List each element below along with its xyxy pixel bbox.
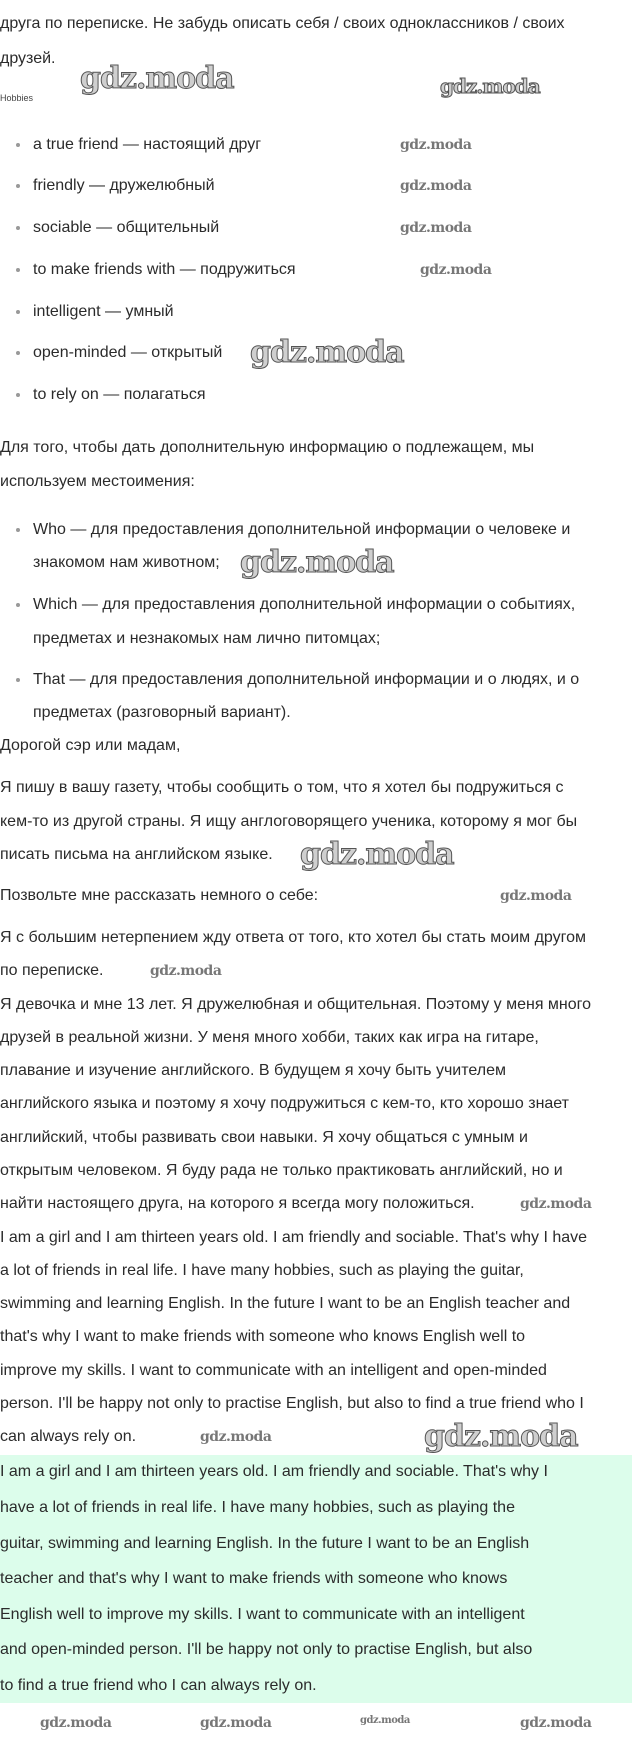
pronoun-item: предметах и незнакомых нам лично питомцах; xyxy=(33,630,381,647)
bullet-icon xyxy=(16,143,20,147)
watermark-logo: gdz.moda xyxy=(400,220,472,236)
letter-english-paragraph: improve my skills. I want to communicate with an intelligent and open-minded xyxy=(0,1362,547,1379)
watermark-logo: gdz.moda xyxy=(250,335,404,370)
watermark-logo: gdz.moda xyxy=(420,262,492,278)
vocabulary-item: intelligent — умный xyxy=(33,303,174,320)
answer-text: English well to improve my skills. I want to communicate with an intelligent xyxy=(0,1606,525,1623)
letter-paragraph: английский, чтобы развивать свои навыки. Я хочу общаться с умным и xyxy=(0,1129,528,1146)
pronoun-item: That — для предоставления дополнительной информации и о людях, и о xyxy=(33,671,580,688)
pronoun-item: Which — для предоставления дополнительной информации о событиях, xyxy=(33,596,576,613)
watermark-logo: gdz.moda xyxy=(520,1196,592,1212)
vocabulary-item: a true friend — настоящий друг xyxy=(33,136,262,153)
letter-english-paragraph: person. I'll be happy not only to practise English, but also to find a true friend who I xyxy=(0,1395,584,1412)
watermark-logo: gdz.moda xyxy=(40,1715,112,1731)
letter-paragraph: Я пишу в вашу газету, чтобы сообщить о том, что я хотел бы подружиться с xyxy=(0,779,564,796)
letter-english-paragraph: that's why I want to make friends with someone who knows English well to xyxy=(0,1328,526,1345)
watermark-logo: gdz.moda xyxy=(400,137,472,153)
bullet-icon xyxy=(16,226,20,230)
answer-text: I am a girl and I am thirteen years old. I am friendly and sociable. That's why I xyxy=(0,1463,548,1480)
watermark-logo: gdz.moda xyxy=(440,74,540,98)
pronouns-intro: используем местоимения: xyxy=(0,473,195,490)
letter-paragraph: Я девочка и мне 13 лет. Я дружелюбная и общительная. Поэтому у меня много xyxy=(0,996,592,1013)
vocabulary-item: open-minded — открытый xyxy=(33,344,223,361)
letter-english-paragraph: I am a girl and I am thirteen years old. I am friendly and sociable. That's why I have xyxy=(0,1229,588,1246)
watermark-logo: gdz.moda xyxy=(360,1715,410,1726)
letter-paragraph: найти настоящего друга, на которого я всегда могу положиться. xyxy=(0,1195,475,1212)
pronouns-intro: Для того, чтобы дать дополнительную информацию о подлежащем, мы xyxy=(0,439,535,456)
watermark-logo: gdz.moda xyxy=(400,178,472,194)
watermark-logo: gdz.moda xyxy=(424,1419,578,1454)
letter-english-paragraph: a lot of friends in real life. I have many hobbies, such as playing the guitar, xyxy=(0,1262,524,1279)
watermark-logo: gdz.moda xyxy=(150,963,222,979)
watermark-logo: gdz.moda xyxy=(240,545,394,580)
bullet-icon xyxy=(16,603,20,607)
pronoun-item: Who — для предоставления дополнительной информации о человеке и xyxy=(33,521,571,538)
answer-text: guitar, swimming and learning English. In the future I want to be an English xyxy=(0,1535,530,1552)
letter-paragraph: по переписке. xyxy=(0,962,104,979)
letter-paragraph: кем-то из другой страны. Я ищу англоговорящего ученика, которому я мог бы xyxy=(0,813,578,830)
letter-paragraph: английского языка и поэтому я хочу подружиться с кем-то, кто хорошо знает xyxy=(0,1095,569,1112)
answer-text: have a lot of friends in real life. I have many hobbies, such as playing the xyxy=(0,1499,515,1516)
bullet-icon xyxy=(16,678,20,682)
pronoun-item: предметах (разговорный вариант). xyxy=(33,704,291,721)
letter-paragraph: Позвольте мне рассказать немного о себе: xyxy=(0,887,319,904)
watermark-logo: gdz.moda xyxy=(500,888,572,904)
letter-paragraph: Я с большим нетерпением жду ответа от того, кто хотел бы стать моим другом xyxy=(0,929,587,946)
vocabulary-item: to make friends with — подружиться xyxy=(33,261,296,278)
vocabulary-item: sociable — общительный xyxy=(33,219,220,236)
intro-text: друзей. xyxy=(0,50,56,67)
answer-text: teacher and that's why I want to make friends with someone who knows xyxy=(0,1570,508,1587)
letter-paragraph: друзей в реальной жизни. У меня много хобби, таких как игра на гитаре, xyxy=(0,1029,539,1046)
letter-paragraph: плавание и изучение английского. В будущем я хочу быть учителем xyxy=(0,1062,506,1079)
bullet-icon xyxy=(16,310,20,314)
vocabulary-item: friendly — дружелюбный xyxy=(33,177,215,194)
letter-greeting: Дорогой сэр или мадам, xyxy=(0,737,181,754)
bullet-icon xyxy=(16,184,20,188)
letter-paragraph: писать письма на английском языке. xyxy=(0,846,273,863)
letter-english-paragraph: can always rely on. xyxy=(0,1428,137,1445)
watermark-logo: gdz.moda xyxy=(80,61,234,96)
bullet-icon xyxy=(16,268,20,272)
watermark-logo: gdz.moda xyxy=(300,837,454,872)
pronoun-item: знакомом нам животном; xyxy=(33,554,220,571)
vocabulary-item: to rely on — полагаться xyxy=(33,386,206,403)
bullet-icon xyxy=(16,351,20,355)
watermark-logo: gdz.moda xyxy=(200,1715,272,1731)
bullet-icon xyxy=(16,393,20,397)
answer-text: to find a true friend who I can always rely on. xyxy=(0,1677,317,1694)
watermark-logo: gdz.moda xyxy=(520,1715,592,1731)
bullet-icon xyxy=(16,528,20,532)
letter-english-paragraph: swimming and learning English. In the future I want to be an English teacher and xyxy=(0,1295,571,1312)
watermark-logo: gdz.moda xyxy=(200,1429,272,1445)
letter-paragraph: открытым человеком. Я буду рада не только практиковать английский, но и xyxy=(0,1162,563,1179)
intro-text: друга по переписке. Не забудь описать себя / своих одноклассников / своих xyxy=(0,15,565,32)
section-heading-cut: Hobbies xyxy=(0,93,34,103)
answer-text: and open-minded person. I'll be happy not only to practise English, but also xyxy=(0,1641,533,1658)
